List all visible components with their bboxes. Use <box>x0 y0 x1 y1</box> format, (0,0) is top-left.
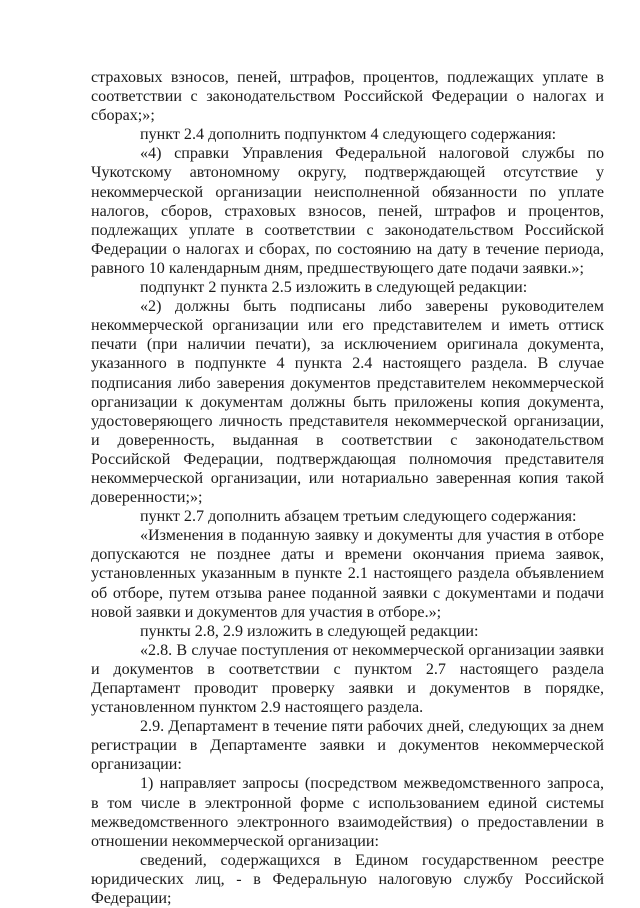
paragraph-amend-2-5: подпункт 2 пункта 2.5 изложить в следующей редакции: <box>140 279 528 297</box>
paragraph-egrul-info: сведений, содержащихся в Едином государственном реестре юридических лиц, - в Федеральную налоговую службу Российской Федерации; <box>91 851 604 908</box>
paragraph-point-2-8: «2.8. В случае поступления от некоммерческой организации заявки и документов в соответствии с пунктом 2.7 настоящего раздела Департамент проводит проверку заявки и документов в порядке, установленном пунктом 2.9 настоящего раздела. <box>91 641 604 717</box>
paragraph-amend-2-7: пункт 2.7 дополнить абзацем третьим следующего содержания: <box>140 508 577 526</box>
document-body <box>91 68 604 908</box>
paragraph-amend-2-4: пункт 2.4 дополнить подпунктом 4 следующего содержания: <box>140 126 557 144</box>
paragraph-point-2-9: 2.9. Департамент в течение пяти рабочих дней, следующих за днем регистрации в Департаменте заявки и документов некоммерческой организации: <box>91 718 604 774</box>
paragraph-changes-clause: «Изменения в поданную заявку и документы для участия в отборе допускаются не позднее даты и времени окончания приема заявок, установленных указанным в пункте 2.1 настоящего раздела объявлением об отборе, путем отзыва ранее поданной заявки с документами и подачи новой заявки и документов для участия в отборе.»; <box>91 527 604 621</box>
paragraph-amend-2-8-2-9: пункты 2.8, 2.9 изложить в следующей редакции: <box>140 622 479 640</box>
paragraph-subpoint-2: «2) должны быть подписаны либо заверены руководителем некоммерческой организации или его представителем и иметь оттиск печати (при наличии печати), за исключением оригинала документа, указанного в подпункте 4 пункта 2.4 настоящего раздела. В случае подписания либо заверения документов представителем некоммерческой организации к документам должны быть приложены копия документа, удостоверяющего личность представителя некоммерческой организации, и доверенность, выданная в соответствии с законодательством Российской Федерации, подтверждающая полномочия представителя некоммерческой организации, или нотариально заверенная копия такой доверенности;»; <box>91 298 604 507</box>
paragraph-item-1: 1) направляет запросы (посредством межведомственного запроса, в том числе в электронной форме с использованием единой системы межведомственного электронного взаимодействия) о предоставлении в отношении некоммерческой организации: <box>91 775 604 850</box>
paragraph-subpoint-4: «4) справки Управления Федеральной налоговой службы по Чукотскому автономному округу, подтверждающей отсутствие у некоммерческой организации неисполненной обязанности по уплате налогов, сборов, страховых взносов, пеней, штрафов и процентов, подлежащих уплате в соответствии с законодательством Российской Федерации о налогах и сборах, по состоянию на дату в течение периода, равного 10 календарным дням, предшествующего дате подачи заявки.»; <box>91 145 604 277</box>
paragraph-continuation: страховых взносов, пеней, штрафов, процентов, подлежащих уплате в соответствии с законодательством Российской Федерации о налогах и сборах;»; <box>91 69 604 125</box>
